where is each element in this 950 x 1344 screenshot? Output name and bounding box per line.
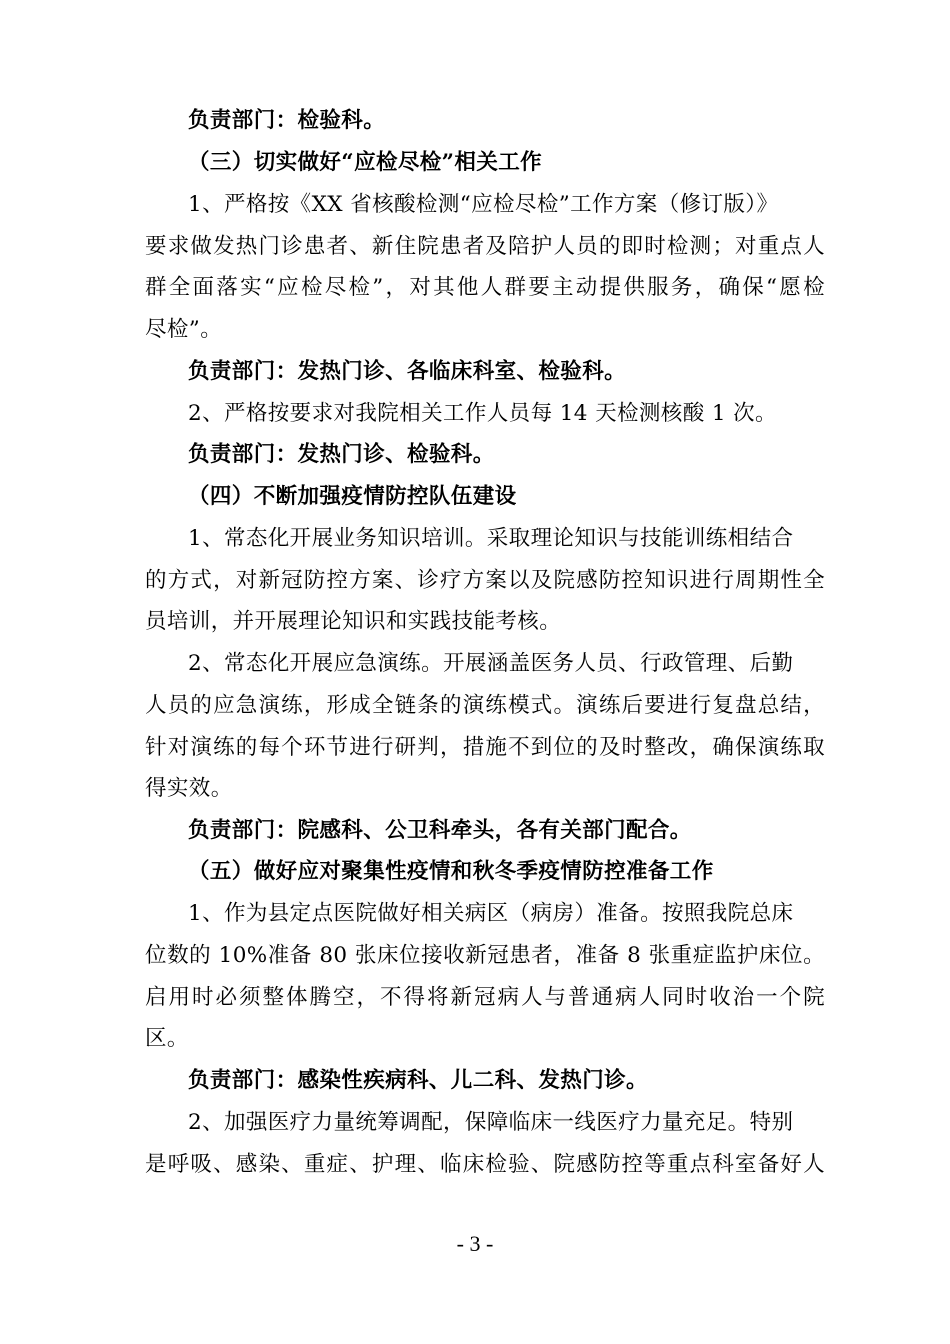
page-number: - 3 - — [456, 1231, 494, 1256]
responsible-dept-line: 负责部门：检验科。 — [188, 108, 386, 133]
paragraph-line: 人员的应急演练，形成全链条的演练模式。演练后要进行复盘总结， — [145, 693, 825, 718]
paragraph-line: 2、常态化开展应急演练。开展涵盖医务人员、行政管理、后勤 — [188, 651, 794, 676]
responsible-dept-line: 负责部门：发热门诊、检验科。 — [188, 442, 495, 467]
responsible-dept-line: 负责部门：院感科、公卫科牵头，各有关部门配合。 — [188, 818, 692, 843]
paragraph-line: 尽检”。 — [145, 317, 223, 342]
paragraph-line: 是呼吸、感染、重症、护理、临床检验、院感防控等重点科室备好人 — [145, 1152, 825, 1177]
responsible-dept-line: 负责部门：感染性疾病科、儿二科、发热门诊。 — [188, 1068, 648, 1093]
paragraph-line: 2、加强医疗力量统筹调配，保障临床一线医疗力量充足。特别 — [188, 1110, 794, 1135]
paragraph-line: 要求做发热门诊患者、新住院患者及陪护人员的即时检测；对重点人 — [145, 234, 825, 259]
paragraph-line: 启用时必须整体腾空，不得将新冠病人与普通病人同时收治一个院 — [145, 985, 825, 1010]
paragraph-line: 位数的 10%准备 80 张床位接收新冠患者，准备 8 张重症监护床位。 — [145, 943, 825, 968]
section-heading-3: （三）切实做好“应检尽检”相关工作 — [188, 150, 543, 175]
section-heading-5: （五）做好应对聚集性疫情和秋冬季疫情防控准备工作 — [188, 859, 714, 884]
paragraph-line: 1、严格按《XX 省核酸检测“应检尽检”工作方案（修订版）》 — [188, 192, 779, 217]
paragraph-line: 群全面落实“应检尽检”，对其他人群要主动提供服务，确保“愿检 — [145, 275, 825, 300]
paragraph-line: 的方式，对新冠防控方案、诊疗方案以及院感防控知识进行周期性全 — [145, 568, 825, 593]
paragraph-line: 1、常态化开展业务知识培训。采取理论知识与技能训练相结合 — [188, 526, 794, 551]
paragraph-line: 2、严格按要求对我院相关工作人员每 14 天检测核酸 1 次。 — [188, 401, 777, 426]
paragraph-line: 员培训，并开展理论知识和实践技能考核。 — [145, 609, 562, 634]
paragraph-line: 1、作为县定点医院做好相关病区（病房）准备。按照我院总床 — [188, 901, 794, 926]
section-heading-4: （四）不断加强疫情防控队伍建设 — [188, 484, 517, 509]
responsible-dept-line: 负责部门：发热门诊、各临床科室、检验科。 — [188, 359, 627, 384]
paragraph-line: 针对演练的每个环节进行研判，措施不到位的及时整改，确保演练取 — [145, 735, 825, 760]
paragraph-line: 区。 — [145, 1026, 189, 1051]
paragraph-line: 得实效。 — [145, 776, 233, 801]
